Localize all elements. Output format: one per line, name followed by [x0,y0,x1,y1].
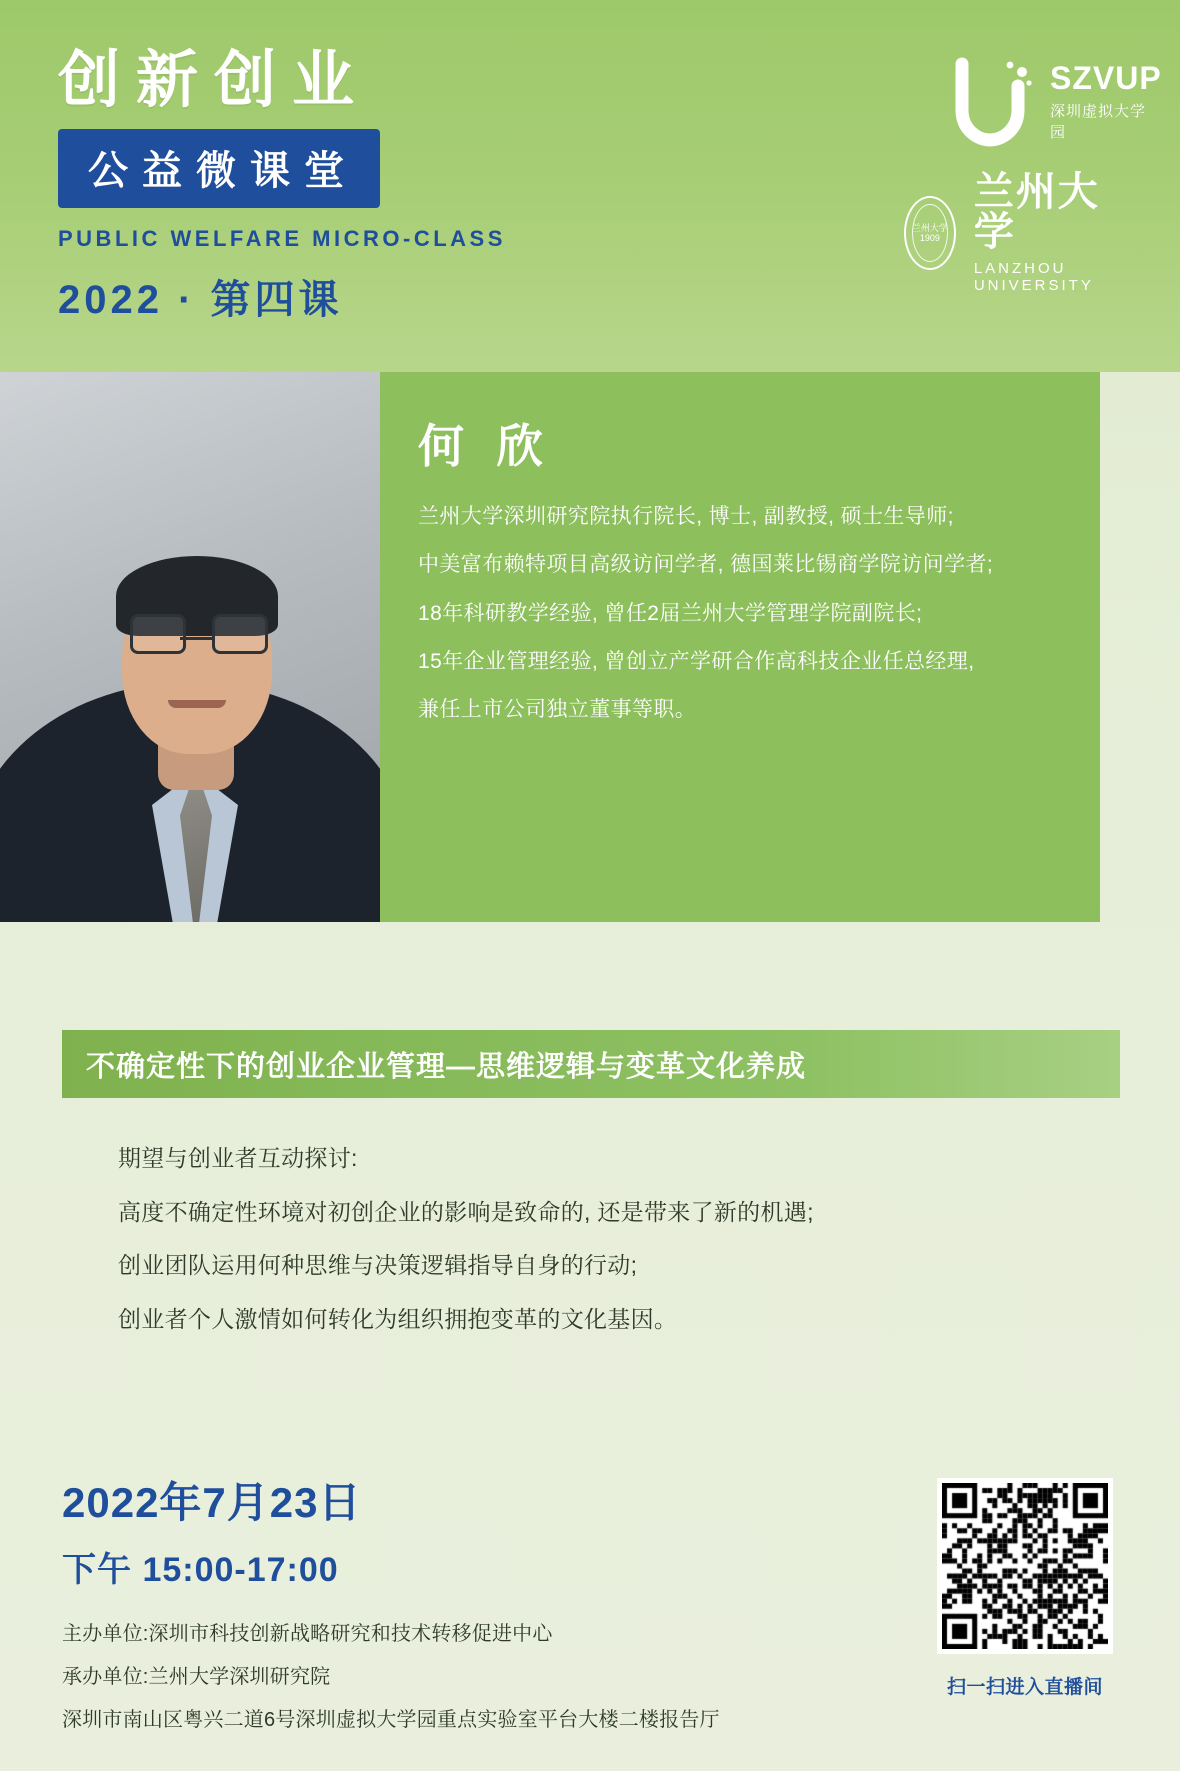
szvup-name-en: SZVUP [1050,60,1162,96]
description-block [118,1145,1058,1359]
organizer-line: 深圳市南山区粤兴二道6号深圳虚拟大学园重点实验室平台大楼二楼报告厅 [62,1709,720,1731]
portrait-glasses-left [130,614,186,654]
lzu-seal-icon: 兰州大学 1909 [904,196,956,270]
speaker-portrait [0,372,380,922]
lzu-name-cn: 兰州大学 [973,169,1100,254]
main-title-en: PUBLIC WELFARE MICRO-CLASS [58,226,506,252]
speaker-section [0,372,1100,922]
footer-block [62,1470,862,1746]
description-line: 创业者个人激情如何转化为组织拥抱变革的文化基因。 [118,1305,678,1332]
speaker-bio-line: 兰州大学深圳研究院执行院长, 博士, 副教授, 硕士生导师; [418,505,954,528]
lzu-name-en: LANZHOU UNIVERSITY [973,260,1094,294]
subtitle-badge: 公益微课堂 [58,129,380,208]
qr-caption: 扫一扫进入直播间 [946,1677,1103,1698]
event-date: 2022年7月23日 [62,1479,362,1526]
lanzhou-university-logo [904,169,1124,294]
description-line: 期望与创业者互动探讨: [118,1145,358,1171]
speaker-name: 何 欣 [418,420,553,472]
portrait-mouth [168,700,226,708]
portrait-glasses-right [212,614,268,654]
logo-group [704,56,1162,294]
description-line: 创业团队运用何种思维与决策逻辑指导自身的行动; [118,1252,638,1279]
lzu-logo-text [973,169,1124,294]
portrait-glasses-bridge [180,637,212,640]
speaker-bio-line: 兼任上市公司独立董事等职。 [418,698,697,721]
poster-header [0,0,1180,372]
topic-title: 不确定性下的创业企业管理—思维逻辑与变革文化养成 [86,1050,807,1083]
u-mark-icon [944,56,1036,148]
speaker-bio-line: 中美富布赖特项目高级访问学者, 德国莱比锡商学院访问学者; [418,553,994,577]
speaker-bio-line: 18年科研教学经验, 曾任2届兰州大学管理学院副院长; [418,601,923,625]
organizer-line: 承办单位:兰州大学深圳研究院 [62,1666,331,1688]
qr-code-frame[interactable] [937,1478,1113,1654]
description-line: 高度不确定性环境对初创企业的影响是致命的, 还是带来了新的机遇; [118,1198,814,1225]
speaker-info [380,372,1100,922]
qr-code-image[interactable] [942,1483,1108,1649]
szvup-name-cn: 深圳虚拟大学园 [1050,103,1147,141]
event-time: 下午 15:00-17:00 [62,1551,339,1589]
organizer-line: 主办单位:深圳市科技创新战略研究和技术转移促进中心 [62,1623,553,1645]
main-title-cn: 创新创业 [58,46,371,115]
session-label: 2022 · 第四课 [58,278,343,323]
speaker-bio-line: 15年企业管理经验, 曾创立产学研合作高科技企业任总经理, [418,649,975,673]
speaker-bio [418,504,1060,723]
szvup-logo [944,56,1162,148]
organizer-block [62,1617,862,1732]
qr-section [932,1478,1118,1699]
topic-banner [62,1030,1120,1098]
szvup-logo-text [1050,62,1162,142]
header-title-block [58,48,658,325]
